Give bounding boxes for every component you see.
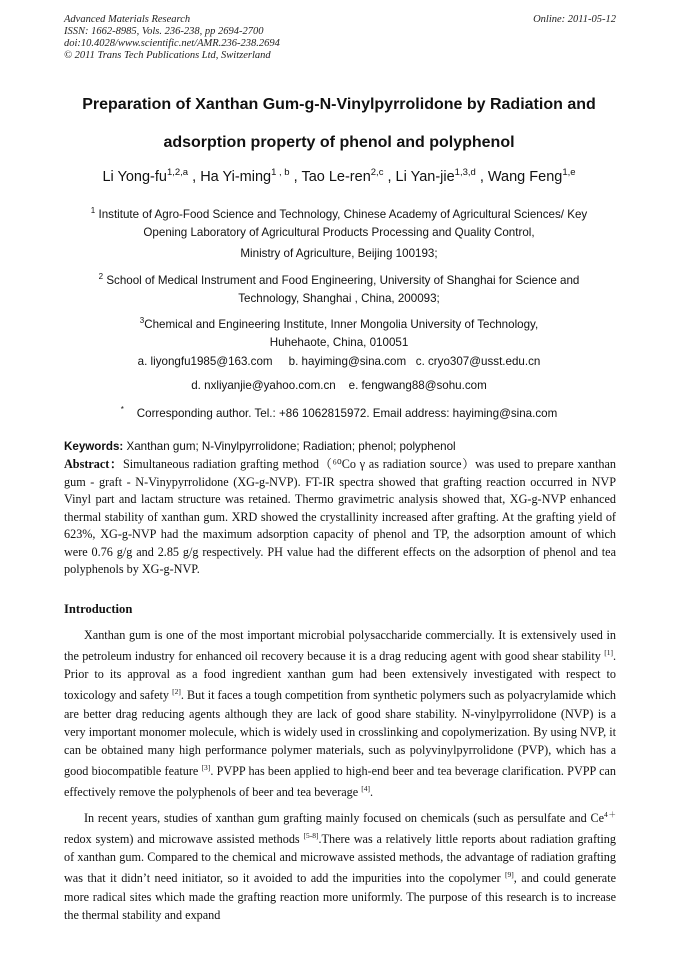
affil-text: School of Medical Instrument and Food Engineering, University of Shanghai for Science and <box>106 273 580 287</box>
email-list-2: d. nxliyanjie@yahoo.com.cn e. fengwang88@sohu.com <box>191 379 487 392</box>
citation: [2] <box>172 687 181 697</box>
affiliation-3 <box>40 312 638 352</box>
body-text: . <box>369 785 374 799</box>
abstract-text: Simultaneous radiation grafting method（⁶⁰Co γ as radiation source）was used to prepare xanthan gum - graft - N-Vinypyrrolidone (XG-g-NVP). FT-IR spectra showed that grafting reaction occurred in NVP Vinyl part and lactam structure was retained. Thermo gravimetric analysis showed that, XG-g-NVP enhanced thermal stability of xanthan gum. XRD showed the crystallinity increased after grafting. At the grafting yield of 623%, XG-g-NVP had the maximum adsorption capacity of phenol and TP, the adsorption amount of which were 0.76 g/g and 2.85 g/g respectively. PH value had the different effects on the adsorption of phenol and tea polyphenols by XG-g-NVP. <box>64 457 617 576</box>
title-line-2: adsorption property of phenol and polyphenol <box>163 134 515 151</box>
author-separator: , <box>383 168 396 185</box>
issn-line: ISSN: 1662-8985, Vols. 236-238, pp 2694-2700 <box>64 26 264 37</box>
journal-header <box>64 14 616 62</box>
intro-paragraph-2 <box>64 806 616 924</box>
author-name: Ha Yi-ming <box>200 168 272 185</box>
affil-text: Ministry of Agriculture, Beijing 100193; <box>240 247 438 260</box>
affil-text: Chemical and Engineering Institute, Inner Mongolia University of Technology, <box>144 317 539 331</box>
corresponding-mark: * <box>120 405 124 414</box>
corresponding-author <box>40 401 638 423</box>
citation: [9] <box>505 870 514 880</box>
affil-text: Huhehaote, China, 010051 <box>269 335 409 349</box>
intro-paragraph-1 <box>64 626 616 801</box>
affil-text: Technology, Shanghai , China, 200093; <box>238 291 440 305</box>
body-text: In recent years, studies of xanthan gum grafting mainly focused on chemicals (such as persulfate and Ce <box>84 811 605 826</box>
citation: [5-8] <box>303 831 319 841</box>
copyright-line: © 2011 Trans Tech Publications Ltd, Switzerland <box>64 50 271 61</box>
abstract-label: Abstract <box>64 457 110 471</box>
affil-number: 3 <box>139 316 145 325</box>
body-text: redox system) and microwave assisted methods <box>64 832 304 847</box>
body-text: . But it faces a tough competition from synthetic polymers such as polyacrylamide which are better drag reducing agents although they are lack of good share stability. N-vinylpyrrolidone (NVP) is a very important monomer molecule, which is widely used in crosslinking and copolymerization. By using NVP, it can be obtained many high performance polymer materials, such as polyvinylpyrrolidone (PVP), which has a good biocompatible feature <box>64 688 617 778</box>
doi-line: doi:10.4028/www.scientific.net/AMR.236-238.2694 <box>64 38 280 49</box>
body-text: Xanthan gum is one of the most important microbial polysaccharide commercially. It is extensively used in the petroleum industry for enhanced oil recovery because it is a drag reducing agent with good shear stability <box>64 628 616 664</box>
author-affil-mark: 1 , b <box>271 167 290 178</box>
superscript-charge: 4＋ <box>604 810 616 819</box>
keywords-line <box>64 439 616 455</box>
email-list-1: a. liyongfu1985@163.com b. hayiming@sina.com c. cryo307@usst.edu.cn <box>137 355 541 368</box>
author-list <box>30 167 648 185</box>
author-separator: , <box>289 168 302 185</box>
corresponding-text: Corresponding author. Tel.: +86 1062815972. Email address: hayiming@sina.com <box>136 406 558 420</box>
affil-text: Institute of Agro-Food Science and Technology, Chinese Academy of Agricultural Sciences/ Key <box>98 207 588 221</box>
affiliation-2 <box>40 268 638 308</box>
author-name: Li Yan-jie <box>395 168 455 185</box>
author-separator: , <box>188 168 201 185</box>
affil-number: 1 <box>90 206 96 215</box>
author-affil-mark: 1,3,d <box>454 167 476 178</box>
citation: [4] <box>361 783 370 793</box>
online-date: Online: 2011-05-12 <box>533 14 616 25</box>
abstract-colon: ： <box>109 457 123 471</box>
abstract-block <box>64 456 616 579</box>
author-separator: , <box>475 168 488 185</box>
body-text: . PVPP has been applied to high-end beer and tea beverage clarification. PVPP can effectively remove the polyphenols of beer and tea beverage <box>64 763 616 799</box>
affiliation-1 <box>40 202 638 242</box>
author-name: Tao Le-ren <box>301 168 371 185</box>
keywords-label: Keywords: <box>64 440 124 453</box>
author-affil-mark: 2,c <box>370 167 384 178</box>
body-text: . Prior to its approval as a food ingredient xanthan gum had been extensively investigated with respect to toxicology and safety <box>64 649 616 703</box>
affil-text: Opening Laboratory of Agricultural Products Processing and Quality Control, <box>143 225 535 239</box>
title-line-1: Preparation of Xanthan Gum-g-N-Vinylpyrrolidone by Radiation and <box>82 96 596 113</box>
author-affil-mark: 1,e <box>562 167 576 178</box>
citation: [1] <box>604 648 613 658</box>
author-name: Li Yong-fu <box>102 168 167 185</box>
author-name: Wang Feng <box>487 168 563 185</box>
journal-name: Advanced Materials Research <box>64 14 191 25</box>
keywords-text: Xanthan gum; N-Vinylpyrrolidone; Radiation; phenol; polyphenol <box>123 440 456 453</box>
citation: [3] <box>201 762 211 772</box>
section-heading-introduction: Introduction <box>64 602 133 616</box>
body-text: , and could generate more radical sites which made the grafting reaction more uniformly. The purpose of this research is to increase the thermal stability and expand <box>64 871 616 922</box>
affil-number: 2 <box>98 272 104 281</box>
author-affil-mark: 1,2,a <box>166 167 189 178</box>
body-text: .There was a relatively little reports about radiation grafting of xanthan gum. Compared to the chemical and microwave assisted methods, the advantage of radiation grafting was that it didn’t need initiator, so it avoided to add the impurities into the copolymer <box>64 832 616 886</box>
paper-title <box>40 86 638 162</box>
affiliation-1-address <box>40 245 638 263</box>
